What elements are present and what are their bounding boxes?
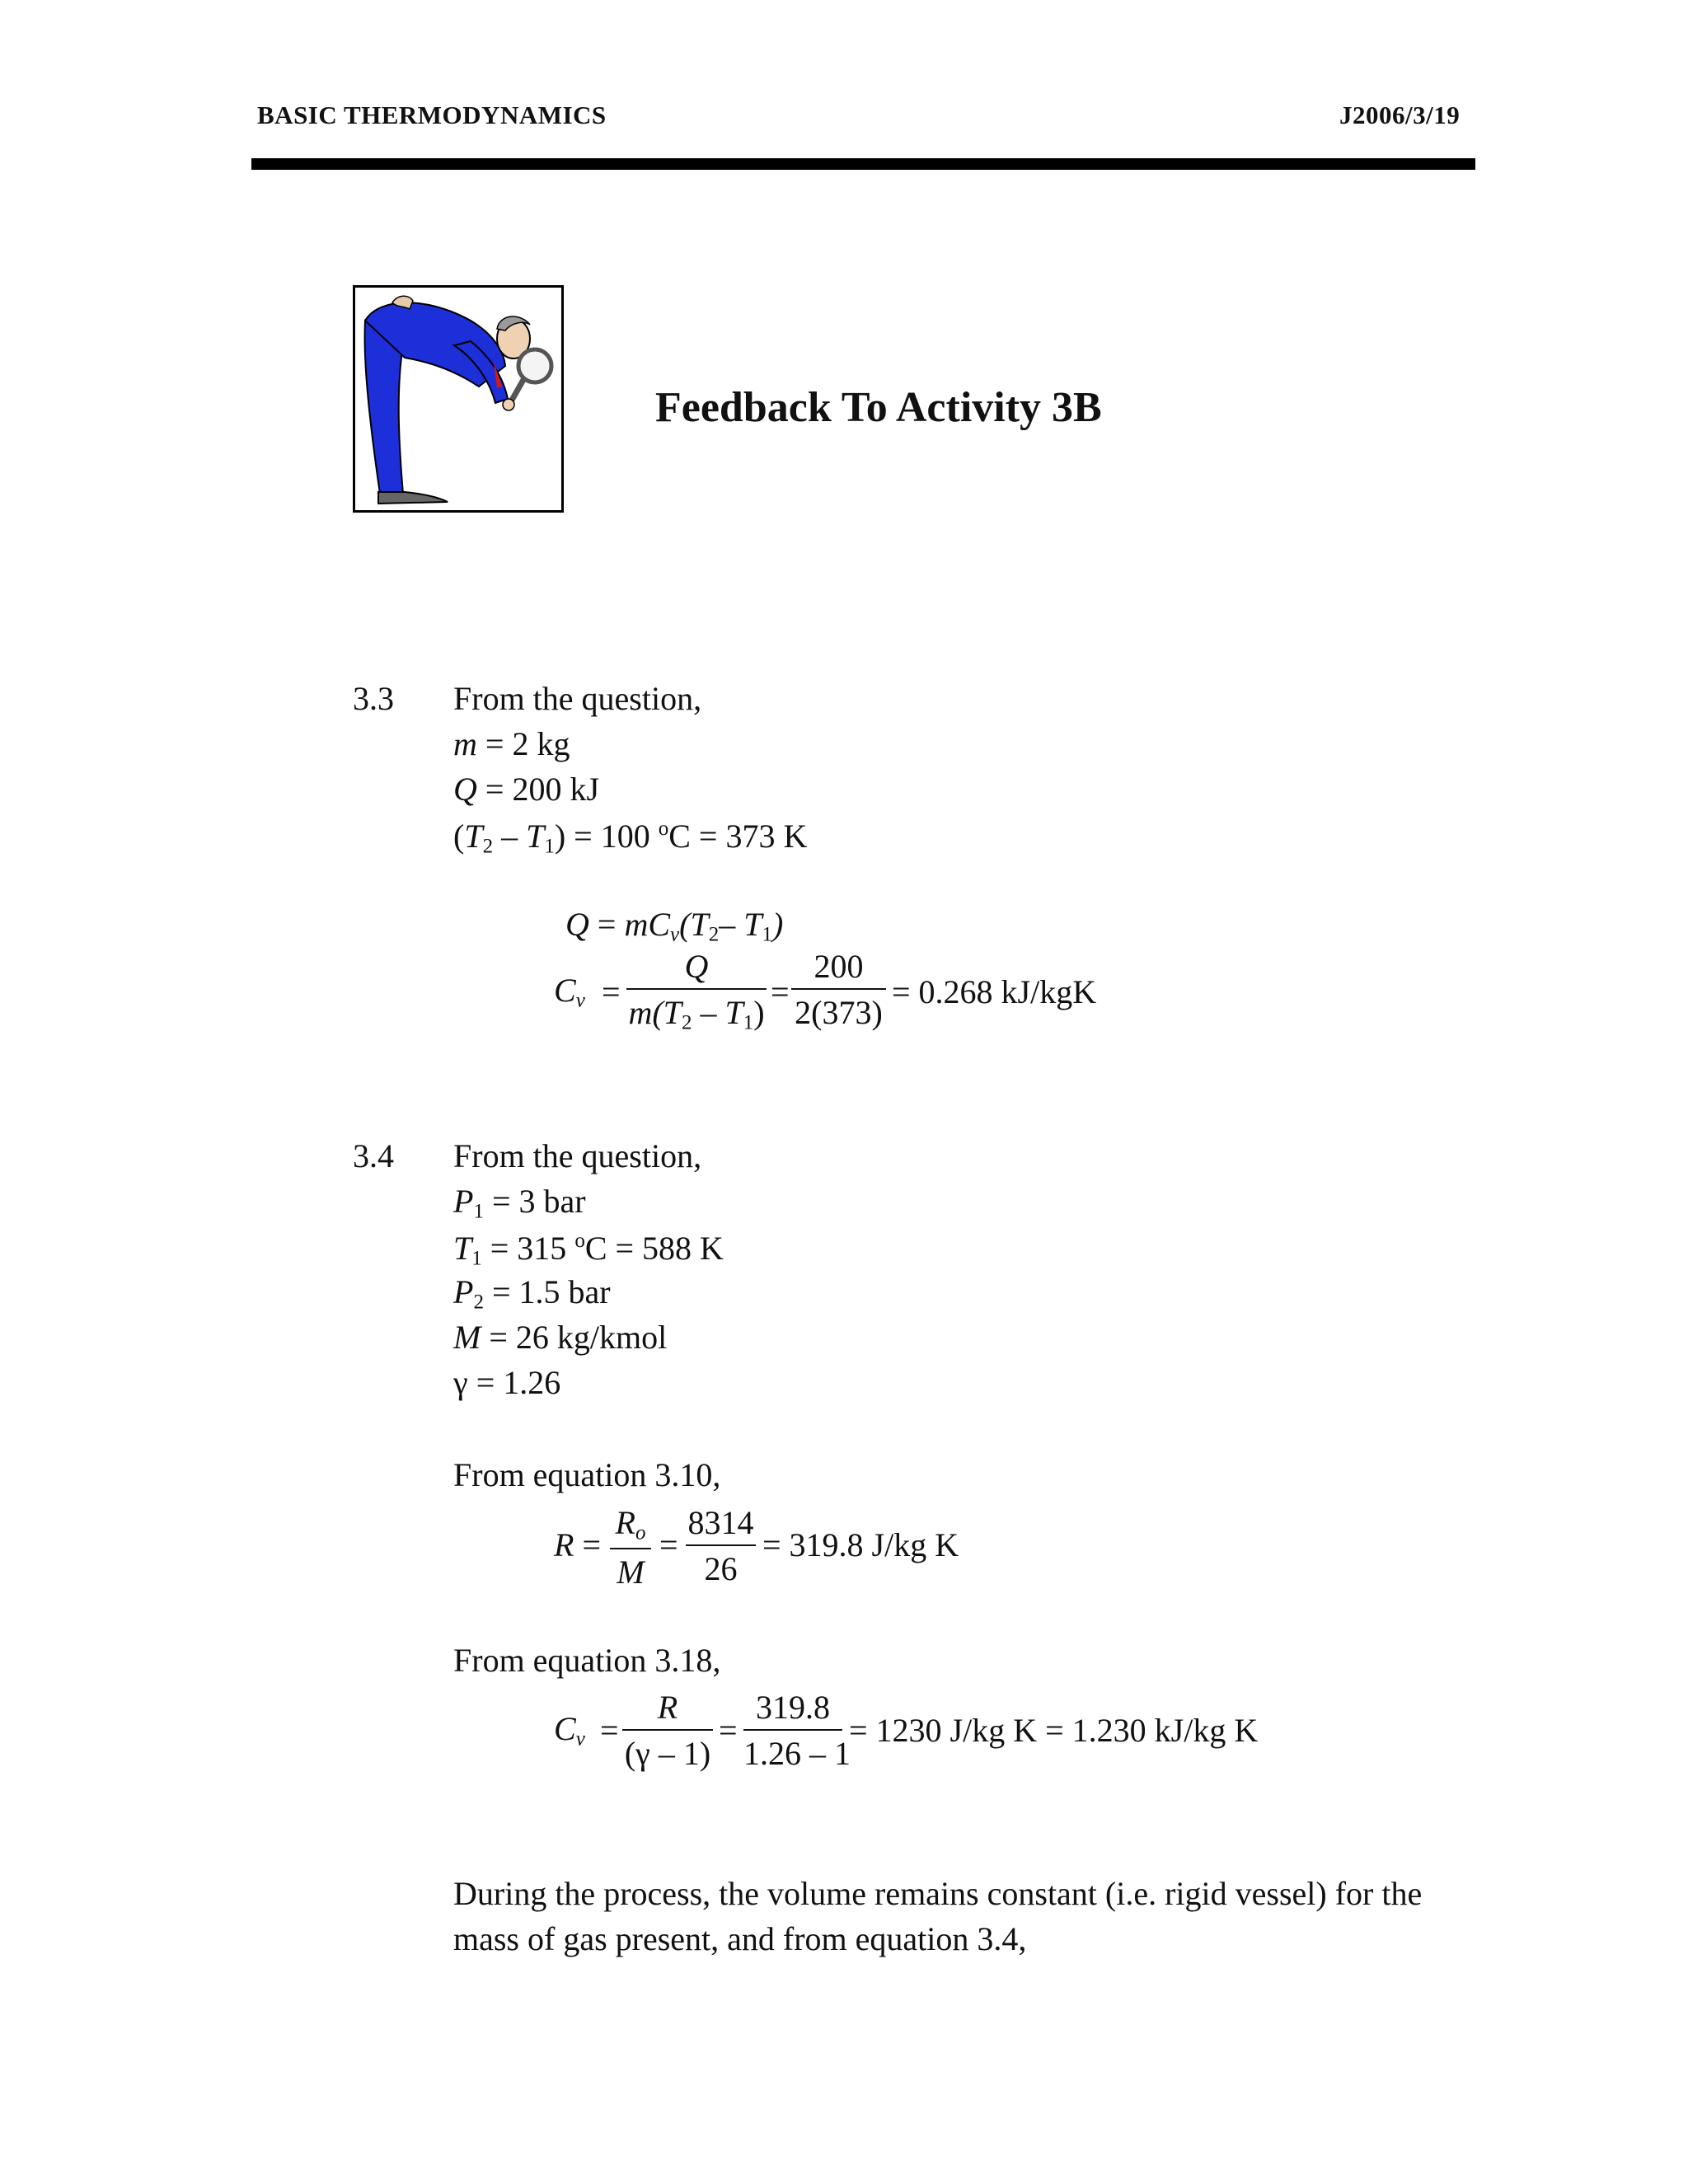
s34-t1: $T_1 = 315$ $^o$C = 588 K xyxy=(453,1230,724,1270)
header-course-title: BASIC THERMODYNAMICS xyxy=(257,101,607,129)
feedback-illustration xyxy=(353,285,564,513)
s34-cv-fraction-2-numerator: 319.8 xyxy=(756,1689,830,1726)
s34-p2: $P_2 = 1.5$ bar xyxy=(453,1273,611,1314)
s34-cv-fraction-2 xyxy=(743,1689,851,1772)
s34-r-fraction-2 xyxy=(686,1504,756,1587)
section-number-3-3: 3.3 xyxy=(353,680,394,717)
s34-closing-paragraph: During the process, the volume remains constant (i.e. rigid vessel) for the mass of gas present, and from equation 3.4, xyxy=(453,1875,1423,1957)
s33-fraction-1 xyxy=(626,950,767,1033)
s34-r-lhs: R = xyxy=(554,1526,601,1563)
s34-intro: From the question, xyxy=(453,1137,702,1174)
s34-eq310-intro: From equation 3.10, xyxy=(453,1456,721,1493)
s33-equals-1: = xyxy=(602,973,621,1010)
s34-cv-fraction-1-denominator: (γ – 1) xyxy=(624,1735,711,1772)
s34-cv-equals-2: = xyxy=(719,1712,738,1749)
s33-fraction-2-numerator: 200 xyxy=(814,948,864,985)
page-title: Feedback To Activity 3B xyxy=(655,384,1102,431)
header-rule xyxy=(251,158,1475,170)
s33-fraction-2-denominator: 2(373) xyxy=(795,994,883,1031)
s34-p1: $P_1 = 3$ bar xyxy=(453,1183,586,1223)
s33-heat: Q = 200 kJ xyxy=(453,771,600,808)
section-number-3-4: 3.4 xyxy=(353,1137,394,1174)
s33-fraction-2 xyxy=(791,950,886,1029)
s34-r-fraction-1-denominator: M xyxy=(617,1554,645,1591)
s34-r-fraction-2-denominator: 26 xyxy=(704,1550,738,1587)
s34-cv-fraction-1 xyxy=(622,1691,713,1770)
s33-heat-equation: $Q = mCv(T_2-$ $T_1$) xyxy=(565,906,784,946)
s34-eq318-intro: From equation 3.18, xyxy=(453,1642,721,1679)
s34-r-fraction-1 xyxy=(610,1504,651,1591)
s33-cv-lhs: Cv xyxy=(554,972,585,1012)
fraction-bar xyxy=(622,1729,713,1731)
fraction-bar xyxy=(626,988,767,990)
s33-equals-2: = xyxy=(771,973,790,1010)
fraction-bar xyxy=(610,1548,651,1549)
s34-molar-mass: M = 26 kg/kmol xyxy=(453,1319,668,1356)
header-page-code: J2006/3/19 xyxy=(1339,101,1461,129)
fraction-bar xyxy=(791,988,886,990)
s34-cv-result: = 1230 J/kg K = 1.230 kJ/kg K xyxy=(849,1712,1259,1749)
s34-r-equals: = xyxy=(659,1526,678,1563)
s34-r-result: = 319.8 J/kg K xyxy=(762,1526,959,1563)
s33-intro: From the question, xyxy=(453,680,702,717)
s33-mass: m = 2 kg xyxy=(453,725,570,762)
s33-temp-diff: $(T_2 - T_1) = 100$ $^o$C = 373 K xyxy=(453,818,808,858)
s33-result: = 0.268 kJ/kgK xyxy=(892,973,1097,1010)
s33-fraction-1-denominator: $m(T_2 - T_1)$ xyxy=(628,994,765,1034)
s34-cv-fraction-2-denominator: 1.26 – 1 xyxy=(743,1735,851,1772)
man-with-magnifying-glass-icon xyxy=(355,288,561,510)
fraction-bar xyxy=(743,1729,842,1731)
s33-fraction-1-numerator: Q xyxy=(684,948,709,985)
s34-cv-fraction-1-numerator: R xyxy=(657,1689,678,1726)
s34-r-fraction-1-numerator: Ro xyxy=(615,1504,646,1544)
s34-r-fraction-2-numerator: 8314 xyxy=(687,1504,754,1541)
s34-gamma: γ = 1.26 xyxy=(453,1364,561,1401)
s34-cv-equals-1: = xyxy=(600,1712,619,1749)
fraction-bar xyxy=(686,1544,756,1546)
s34-cv-lhs: Cv xyxy=(554,1710,585,1750)
